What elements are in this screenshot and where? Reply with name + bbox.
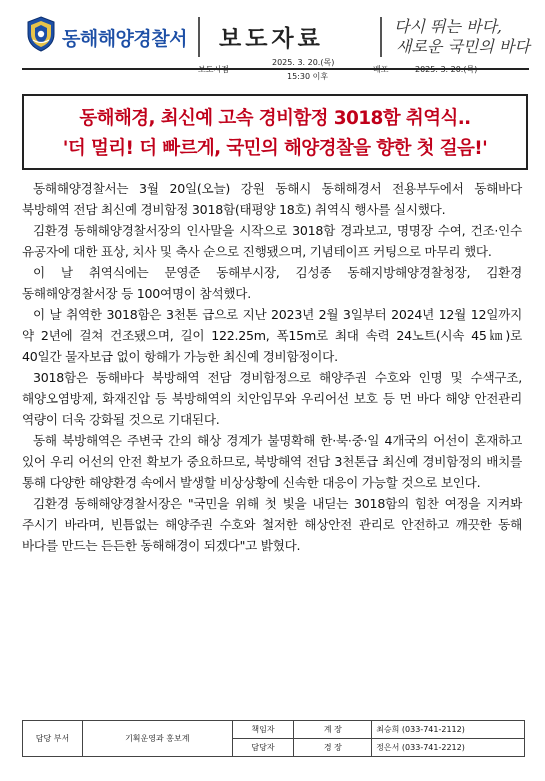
body-paragraph: 이 날 취역식에는 문영준 동해부시장, 김성종 동해지방해양경찰청장, 김환경 동해해양경찰서장 등 100여명이 참석했다. xyxy=(22,265,522,301)
slogan-line-1: 다시 뛰는 바다, xyxy=(394,17,502,36)
release-label: 보도시점 xyxy=(198,65,229,74)
responsible-label: 책임자 xyxy=(232,721,294,739)
responsible-contact: 최승희 (033-741-2112) xyxy=(372,721,525,739)
document-type-title: 보도자료 xyxy=(219,26,324,52)
body-paragraph: 동해 북방해역은 주변국 간의 해상 경계가 불명확해 한·북·중·일 4개국의 어선이 혼재하고 있어 우리 어선의 안전 확보가 중요하므로, 북방해역 전담 3천톤급 최신예 경비함정의 배치를 통해 다양한 해양환경 속에서 발생할 비상상황에 신속한 대응이 가능할 것으로 보인다. xyxy=(22,433,522,490)
headline-subtitle: '더 멀리! 더 빠르게, 국민의 해양경찰을 향한 첫 걸음!' xyxy=(62,138,488,159)
responsible-position: 계 장 xyxy=(294,721,372,739)
body-paragraph: 김환경 동해해양경찰서장의 인사말을 시작으로 3018함 경과보고, 명명장 수여, 건조·인수 유공자에 대한 표상, 치사 및 축사 순으로 진행됐으며, 기념테이프 커팅으로 마무리 했다. xyxy=(22,223,522,259)
distribution-date: 2025. 3. 20.(목) xyxy=(415,65,478,74)
table-row xyxy=(23,721,525,739)
slogan-line-2: 새로운 국민의 바다 xyxy=(396,37,530,56)
body-paragraph: 3018함은 동해바다 북방해역 전담 경비함정으로 해양주권 수호와 인명 및 수색구조, 해양오염방제, 화재진압 등 북방해역의 치안임무와 우리어선 보호 등 먼 바다 해양 안전관리 역량이 더욱 강화될 것으로 기대된다. xyxy=(22,370,522,427)
article-body xyxy=(22,178,522,556)
staff-label: 담당자 xyxy=(232,739,294,757)
body-paragraph: 김환경 동해해양경찰서장은 "국민을 위해 첫 빛을 내딛는 3018함의 힘찬 여정을 지켜봐 주시기 바라며, 빈틈없는 해양주권 수호와 철저한 해상안전 관리로 안전하고 깨끗한 동해 바다를 만드는 든든한 동해해경이 되겠다"고 밝혔다. xyxy=(22,496,522,553)
release-time: 15:30 이후 xyxy=(287,72,329,81)
body-paragraph: 동해해양경찰서는 3월 20일(오늘) 강원 동해시 동해해경서 전용부두에서 동해바다 북방해역 전담 최신예 경비함정 3018함(태평양 18호) 취역식 행사를 실시했다. xyxy=(22,181,522,217)
header-divider xyxy=(198,17,200,57)
slogan xyxy=(394,16,530,60)
contact-table xyxy=(22,720,525,757)
dept-label: 담당 부서 xyxy=(23,721,83,757)
release-date: 2025. 3. 20.(목) xyxy=(272,58,335,67)
org-name: 동해해양경찰서 xyxy=(62,28,187,50)
staff-contact: 정은서 (033-741-2212) xyxy=(372,739,525,757)
distribution-label: 배포 xyxy=(373,65,389,74)
headline-title: 동해해경, 최신예 고속 경비함정 3018함 취역식.. xyxy=(79,108,471,129)
header-divider xyxy=(380,17,382,57)
dept-name: 기획운영과 홍보계 xyxy=(82,721,232,757)
body-paragraph: 이 날 취역한 3018함은 3천톤 급으로 지난 2023년 2월 3일부터 2024년 12월 12일까지 약 2년에 걸쳐 건조됐으며, 길이 122.25m, 폭15m로 최대 속력 24노트(시속 45㎞)로 40일간 물자보급 없이 항해가 가능한 최신예 경비함정이다. xyxy=(22,307,522,364)
coast-guard-emblem-icon xyxy=(26,16,56,52)
headline-box xyxy=(22,94,528,170)
staff-position: 경 장 xyxy=(294,739,372,757)
